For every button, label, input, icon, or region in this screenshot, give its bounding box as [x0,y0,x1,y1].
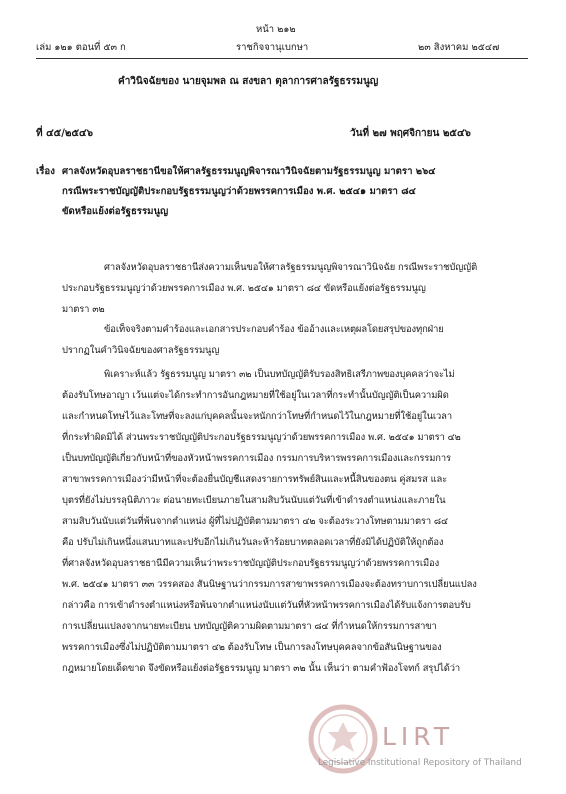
body-line: การเปลี่ยนแปลงจากนายทะเบียน บทบัญญัติความผิดตามมาตรา ๘๔ ที่กำหนดให้กรรมการสาขา [62,621,437,632]
body-line: กฎหมายโดยเด็ดขาด จึงขัดหรือแย้งต่อรัฐธรรมนูญ มาตรา ๓๒ นั้น เห็นว่า ตามคำฟ้องโจทก์ สรุปได้ว่า [62,663,461,674]
subject-line: ศาลจังหวัดอุบลราชธานีขอให้ศาลรัฐธรรมนูญพิจารณาวินิจฉัยตามรัฐธรรมนูญ มาตรา ๒๖๔ [62,166,436,177]
body-line: ต้องรับโทษอาญา เว้นแต่จะได้กระทำการอันกฎหมายที่ใช้อยู่ในเวลาที่กระทำนั้นบัญญัติเป็นความผิด [62,390,449,401]
body-line: ข้อเท็จจริงตามคำร้องและเอกสารประกอบคำร้อง ข้ออ้างและเหตุผลโดยสรุปของทุกฝ่าย [104,324,444,335]
subject-label: เรื่อง [36,166,55,177]
subject-line: กรณีพระราชบัญญัติประกอบรัฐธรรมนูญว่าด้วยพรรคการเมือง พ.ศ. ๒๕๔๑ มาตรา ๘๔ [62,186,416,197]
volume-issue: เล่ม ๑๒๑ ตอนที่ ๕๓ ก [36,42,126,53]
body-line: ประกอบรัฐธรรมนูญว่าด้วยพรรคการเมือง พ.ศ. ๒๕๔๑ มาตรา ๘๔ ขัดหรือแย้งต่อรัฐธรรมนูญ [62,283,426,294]
body-line: ศาลจังหวัดอุบลราชธานีส่งความเห็นขอให้ศาลรัฐธรรมนูญพิจารณาวินิจฉัย กรณีพระราชบัญญัติ [104,262,478,273]
page-number: หน้า ๒๑๒ [256,24,296,35]
body-line: สาขาพรรคการเมืองว่ามีหน้าที่จะต้องยื่นบัญชีแสดงรายการทรัพย์สินและหนี้สินของตน คู่สมรส และ [62,474,448,485]
body-line: กล่าวคือ การเข้าดำรงตำแหน่งหรือพ้นจากตำแหน่งนับแต่วันที่หัวหน้าพรรคการเมืองได้รับแจ้งการตอบรับ [62,600,471,611]
body-line: พ.ศ. ๒๕๔๑ มาตรา ๓๓ วรรคสอง สันนิษฐานว่ากรรมการสาขาพรรคการเมืองจะต้องทราบการเปลี่ยนแปลง [62,579,477,590]
body-line: ปรากฏในคำวินิจฉัยของศาลรัฐธรรมนูญ [62,345,220,356]
decision-date: วันที่ ๒๗ พฤศจิกายน ๒๕๔๖ [350,128,471,139]
gazette-date: ๒๓ สิงหาคม ๒๕๔๗ [418,42,500,53]
body-line: คือ ปรับไม่เกินหนึ่งแสนบาทและปรับอีกไม่เกินวันละห้าร้อยบาทตลอดเวลาที่ยังมิได้ปฏิบัติให้ถูกต้อง [62,537,444,548]
body-line: มาตรา ๓๒ [62,304,105,315]
body-line: ที่ศาลจังหวัดอุบลราชธานีมีความเห็นว่าพระราชบัญญัติประกอบรัฐธรรมนูญว่าด้วยพรรคการเมือง [62,558,440,569]
body-line: บุตรที่ยังไม่บรรลุนิติภาวะ ต่อนายทะเบียนภายในสามสิบวันนับแต่วันที่เข้าดำรงตำแหน่งและภายใน [62,495,446,506]
watermark-letters: LIRT [382,722,455,751]
body-line: และกำหนดโทษไว้และโทษที่จะลงแก่บุคคลนั้นจะหนักกว่าโทษที่กำหนดไว้ในกฎหมายที่ใช้อยู่ในเวลา [62,411,452,422]
watermark-subtitle: Legislative Institutional Repository of Thailand [318,758,522,768]
body-line: สามสิบวันนับแต่วันที่พ้นจากตำแหน่ง ผู้ที่ไม่ปฏิบัติตามมาตรา ๔๒ จะต้องระวางโทษตามมาตรา ๘๔ [62,516,449,527]
body-line: พิเคราะห์แล้ว รัฐธรรมนูญ มาตรา ๓๒ เป็นบทบัญญัติรับรองสิทธิเสรีภาพของบุคคลว่าจะไม่ [104,369,455,380]
body-line: พรรคการเมืองซึ่งไม่ปฏิบัติตามมาตรา ๔๒ ต้องรับโทษ เป็นการลงโทษบุคคลจากข้อสันนิษฐานของ [62,642,442,653]
body-line: เป็นบทบัญญัติเกี่ยวกับหน้าที่ของหัวหน้าพรรคการเมือง กรรมการบริหารพรรคการเมืองและกรรมการ [62,453,451,464]
body-line: ที่กระทำผิดมิได้ ส่วนพระราชบัญญัติประกอบรัฐธรรมนูญว่าด้วยพรรคการเมือง พ.ศ. ๒๕๔๑ มาตรา ๔๒ [62,432,461,443]
case-number: ที่ ๔๕/๒๕๔๖ [36,128,93,139]
subject-line: ขัดหรือแย้งต่อรัฐธรรมนูญ [62,206,169,217]
opinion-title: คำวินิจฉัยของ นายจุมพล ณ สงขลา ตุลาการศาลรัฐธรรมนูญ [118,76,379,87]
gazette-name: ราชกิจจานุเบกษา [236,42,309,53]
header-rule [36,58,528,59]
